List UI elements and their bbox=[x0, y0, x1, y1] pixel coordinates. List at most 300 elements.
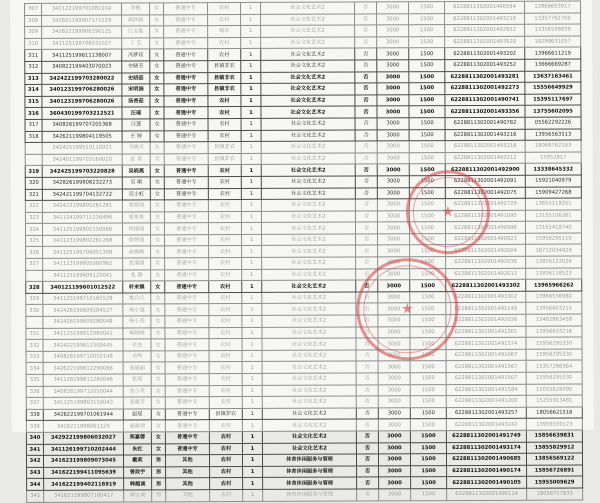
subsidy-amount-cell: 1500 bbox=[410, 291, 446, 303]
grade-count-cell: 1 bbox=[241, 199, 261, 211]
tuition-amount-cell: 3000 bbox=[377, 71, 409, 83]
school-type-cell: 普通中专 bbox=[165, 235, 209, 247]
tuition-amount-cell: 3000 bbox=[377, 83, 409, 95]
row-number-cell: 319 bbox=[25, 166, 42, 178]
school-type-cell: 普通中专 bbox=[164, 37, 208, 49]
poverty-flag-cell: 否 bbox=[356, 361, 378, 373]
id-number-cell: 341126199710202444 bbox=[43, 444, 123, 456]
school-type-cell: 其他 bbox=[166, 466, 210, 478]
major-name-cell: 社会文化艺术2 bbox=[261, 2, 355, 14]
row-number-cell: 332 bbox=[26, 340, 43, 352]
grade-count-cell: 1 bbox=[241, 60, 261, 72]
tuition-amount-cell: 3000 bbox=[378, 315, 410, 327]
id-number-cell: 342922199806032027 bbox=[43, 432, 123, 444]
gender-cell: 女 bbox=[150, 119, 164, 131]
id-number-cell: 341125199611138007 bbox=[42, 49, 122, 61]
residence-type-cell: 县镇非农 bbox=[208, 153, 241, 165]
bank-account-cell: 6228811302001493202 bbox=[445, 48, 525, 60]
id-number-cell: 342421199704132722 bbox=[42, 189, 122, 201]
seal-star-icon: ★ bbox=[401, 301, 414, 318]
school-type-cell: 普通中专 bbox=[164, 49, 208, 61]
tuition-amount-cell: 3000 bbox=[379, 489, 411, 501]
id-number-cell: 342601199907171529 bbox=[42, 15, 122, 27]
phone-number-cell: 13666669287 bbox=[525, 59, 581, 71]
subsidy-amount-cell: 1500 bbox=[410, 349, 446, 361]
poverty-flag-cell: 否 bbox=[355, 2, 377, 14]
tuition-amount-cell: 3000 bbox=[377, 2, 409, 14]
bank-account-cell: 6228811302001491507 bbox=[446, 372, 526, 384]
subsidy-amount-cell: 1500 bbox=[409, 60, 445, 72]
poverty-flag-cell: 否 bbox=[355, 129, 377, 141]
grade-count-cell: 1 bbox=[242, 455, 262, 467]
id-number-cell: 340822199403070023 bbox=[42, 61, 122, 73]
subsidy-amount-cell: 1500 bbox=[409, 71, 445, 83]
residence-type-cell: 农村 bbox=[209, 362, 242, 374]
student-name-cell: 徐丽丽 bbox=[122, 223, 150, 235]
student-name-cell: 汪宝惠 bbox=[122, 26, 150, 38]
bank-account-cell: 6228811302001493212 bbox=[445, 152, 525, 164]
school-type-cell: 普通中专 bbox=[164, 107, 208, 119]
id-number-cell: 340826199712050044 bbox=[43, 386, 123, 398]
bank-account-cell: 6228811302001491095 bbox=[445, 210, 525, 222]
subsidy-amount-cell: 1500 bbox=[410, 396, 446, 408]
school-type-cell: 普通中专 bbox=[164, 3, 208, 15]
phone-number-cell: 13755602095 bbox=[525, 105, 581, 117]
bank-account-cell: 6228811302001493920 bbox=[445, 36, 525, 48]
major-name-cell: 社会文化艺术2 bbox=[261, 60, 355, 72]
poverty-flag-cell: 否 bbox=[356, 327, 378, 339]
poverty-flag-cell: 否 bbox=[356, 303, 378, 315]
poverty-flag-cell: 否 bbox=[356, 384, 378, 396]
phone-number-cell: 13956603216 bbox=[526, 326, 582, 338]
phone-number-cell: 13956603215 bbox=[526, 302, 582, 314]
subsidy-amount-cell: 1500 bbox=[410, 373, 446, 385]
phone-number-cell: 15395117697 bbox=[525, 94, 581, 106]
poverty-flag-cell: 否 bbox=[355, 153, 377, 165]
id-number-cell: 340826199707205368 bbox=[42, 119, 122, 131]
tuition-amount-cell: 3000 bbox=[378, 303, 410, 315]
student-name-cell: 杨小英 bbox=[123, 316, 151, 328]
student-name-cell: 张丽丽 bbox=[123, 258, 151, 270]
major-name-cell: 体育休闲服务与管理 bbox=[263, 477, 357, 489]
row-number-cell: 308 bbox=[25, 15, 42, 27]
residence-type-cell: 农村 bbox=[208, 37, 241, 49]
gender-cell: 女 bbox=[150, 188, 164, 200]
residence-type-cell: 县镇非农 bbox=[209, 408, 242, 420]
school-type-cell: 普通中专 bbox=[165, 281, 209, 293]
residence-type-cell: 农村 bbox=[208, 165, 241, 177]
bank-account-cell: 6228811302001492900 bbox=[445, 164, 525, 176]
poverty-flag-cell: 否 bbox=[355, 71, 377, 83]
residence-type-cell: 农村 bbox=[210, 489, 243, 501]
poverty-flag-cell: 否 bbox=[356, 292, 378, 304]
student-name-cell: 夏星星 bbox=[122, 212, 150, 224]
subsidy-amount-cell: 1500 bbox=[409, 210, 445, 222]
gender-cell: 女 bbox=[151, 246, 165, 258]
subsidy-amount-cell: 1500 bbox=[409, 199, 445, 211]
phone-number-cell: 15955009629 bbox=[527, 476, 583, 488]
grade-count-cell: 1 bbox=[242, 292, 262, 304]
phone-number-cell: 15855829912 bbox=[526, 442, 582, 454]
grade-count-cell: 1 bbox=[241, 188, 261, 200]
grade-count-cell: 1 bbox=[241, 84, 261, 96]
row-number-cell: 344 bbox=[27, 479, 44, 491]
row-number-cell: 327 bbox=[26, 258, 43, 270]
subsidy-amount-cell: 1500 bbox=[410, 407, 446, 419]
subsidy-amount-cell: 1500 bbox=[410, 268, 446, 280]
bank-account-cell: 6228811302001493281 bbox=[445, 71, 525, 83]
grade-count-cell: 1 bbox=[243, 489, 263, 501]
tuition-amount-cell: 3000 bbox=[378, 442, 410, 454]
tuition-amount-cell: 3000 bbox=[377, 164, 409, 176]
poverty-flag-cell: 否 bbox=[355, 164, 377, 176]
tuition-amount-cell: 3000 bbox=[378, 326, 410, 338]
school-type-cell: 普通中专 bbox=[165, 374, 209, 386]
tuition-amount-cell: 3000 bbox=[377, 141, 409, 153]
gender-cell: 女 bbox=[151, 316, 165, 328]
student-name-cell: 史晓芳 bbox=[122, 61, 150, 73]
tuition-amount-cell: 3000 bbox=[378, 454, 410, 466]
phone-number-cell: 13966556980 bbox=[526, 291, 582, 303]
grade-count-cell: 1 bbox=[242, 373, 262, 385]
school-type-cell: 普通中专 bbox=[165, 385, 209, 397]
bank-account-cell: 6228811302001492652 bbox=[445, 24, 525, 36]
major-name-cell: 社会文化艺术2 bbox=[262, 338, 356, 350]
gender-cell: 男 bbox=[152, 490, 166, 502]
tuition-amount-cell: 3000 bbox=[378, 280, 410, 292]
school-type-cell: 普通中专 bbox=[165, 432, 209, 444]
tuition-amount-cell: 3000 bbox=[378, 268, 410, 280]
poverty-flag-cell: 否 bbox=[355, 83, 377, 95]
subsidy-amount-cell: 1500 bbox=[411, 465, 447, 477]
gender-cell: 女 bbox=[150, 107, 164, 119]
bank-account-cell: 6228811302001492729 bbox=[445, 198, 525, 210]
major-name-cell: 社会文化艺术2 bbox=[262, 257, 356, 269]
grade-count-cell: 1 bbox=[242, 269, 262, 281]
bank-account-cell: 6228811302001490594 bbox=[445, 1, 525, 13]
gender-cell: 女 bbox=[151, 327, 165, 339]
id-number-cell: 341125199901150066 bbox=[42, 223, 122, 235]
subsidy-amount-cell: 1500 bbox=[409, 164, 445, 176]
school-type-cell: 普通中专 bbox=[165, 420, 209, 432]
row-number-cell: 335 bbox=[26, 374, 43, 386]
tuition-amount-cell: 3000 bbox=[377, 48, 409, 60]
tuition-amount-cell: 3000 bbox=[377, 95, 409, 107]
id-number-cell: 340826199710050148 bbox=[43, 351, 123, 363]
residence-type-cell: 农村 bbox=[209, 281, 242, 293]
row-number-cell: 316 bbox=[25, 108, 42, 120]
row-number-cell: 317 bbox=[25, 119, 42, 131]
gender-cell: 女 bbox=[151, 351, 165, 363]
tuition-amount-cell: 3000 bbox=[378, 373, 410, 385]
gender-cell: 女 bbox=[150, 72, 164, 84]
student-name-cell: 吴晓燕 bbox=[122, 165, 150, 177]
student-name-cell: 赵瑶 bbox=[123, 409, 151, 421]
grade-count-cell: 1 bbox=[241, 223, 261, 235]
school-type-cell: 其他 bbox=[166, 490, 210, 502]
grade-count-cell: 1 bbox=[241, 118, 261, 130]
subsidy-amount-cell: 1500 bbox=[409, 129, 445, 141]
bank-account-cell: 6228811302001493219 bbox=[445, 13, 525, 25]
row-number-cell: 329 bbox=[26, 293, 43, 305]
school-type-cell: 普通中专 bbox=[164, 26, 208, 38]
tuition-amount-cell: 3000 bbox=[378, 408, 410, 420]
grade-count-cell: 1 bbox=[241, 95, 261, 107]
subsidy-amount-cell: 1500 bbox=[410, 338, 446, 350]
phone-number-cell: 15921040979 bbox=[525, 175, 581, 187]
bank-account-cell: 6228811302001493302 bbox=[446, 280, 526, 292]
phone-number-cell: 13637163461 bbox=[525, 71, 581, 83]
row-number-cell: 331 bbox=[26, 328, 43, 340]
gender-cell: 女 bbox=[151, 385, 165, 397]
residence-type-cell: 农村 bbox=[208, 49, 241, 61]
student-name-cell: 俞梅梅 bbox=[123, 246, 151, 258]
residence-type-cell: 农村 bbox=[209, 431, 242, 443]
student-name-cell: 夏丽丽 bbox=[122, 200, 150, 212]
residence-type-cell: 城市 bbox=[208, 26, 241, 38]
school-type-cell: 普通中专 bbox=[165, 362, 209, 374]
id-number-cell: 342621199804119505 bbox=[42, 131, 122, 143]
school-type-cell: 普通中专 bbox=[164, 188, 208, 200]
residence-type-cell: 农村 bbox=[208, 176, 241, 188]
phone-number-cell: 13856118523 bbox=[526, 268, 582, 280]
student-name-cell: 李粮 bbox=[122, 3, 150, 15]
phone-number-cell: 13856569122 bbox=[526, 453, 582, 465]
phone-number-cell: 15255913481 bbox=[526, 395, 582, 407]
poverty-flag-cell: 否 bbox=[355, 48, 377, 60]
major-name-cell: 体育休闲服务与管理 bbox=[262, 454, 356, 466]
subsidy-amount-cell: 1500 bbox=[409, 222, 445, 234]
residence-type-cell: 农村 bbox=[208, 118, 241, 130]
poverty-flag-cell: 否 bbox=[356, 431, 378, 443]
id-number-cell: 341125199706051308 bbox=[43, 246, 123, 258]
phone-number-cell: 13155106261 bbox=[525, 210, 581, 222]
grade-count-cell: 1 bbox=[241, 130, 261, 142]
phone-number-cell: 13966693917 bbox=[525, 1, 581, 13]
poverty-flag-cell: 否 bbox=[355, 25, 377, 37]
tuition-amount-cell: 3000 bbox=[377, 199, 409, 211]
subsidy-amount-cell: 1500 bbox=[410, 442, 446, 454]
bank-account-cell: 6228811302001490174 bbox=[447, 465, 527, 477]
gender-cell: 女 bbox=[150, 3, 164, 15]
subsidy-amount-cell: 1500 bbox=[409, 187, 445, 199]
subsidy-amount-cell: 1500 bbox=[409, 176, 445, 188]
phone-number-cell: 13956563513 bbox=[525, 129, 581, 141]
subsidy-amount-cell: 1500 bbox=[410, 419, 446, 431]
row-number-cell: 323 bbox=[25, 212, 42, 224]
residence-type-cell: 农村 bbox=[209, 455, 242, 467]
gender-cell: 女 bbox=[150, 142, 164, 154]
gender-cell: 女 bbox=[150, 200, 164, 212]
school-type-cell: 普通中专 bbox=[165, 258, 209, 270]
subsidy-amount-cell: 1500 bbox=[410, 431, 446, 443]
subsidy-amount-cell: 1500 bbox=[410, 361, 446, 373]
poverty-flag-cell: 否 bbox=[355, 141, 377, 153]
bank-account-cell: 6228811302001493242 bbox=[446, 419, 526, 431]
residence-type-cell: 农村 bbox=[209, 443, 242, 455]
student-name-cell: 王 婷 bbox=[122, 130, 150, 142]
bank-account-cell: 6228811302001491067 bbox=[446, 349, 526, 361]
residence-type-cell: 农村 bbox=[209, 269, 242, 281]
school-type-cell: 普通中专 bbox=[164, 95, 208, 107]
row-number-cell: 337 bbox=[26, 398, 43, 410]
residence-type-cell: 农村 bbox=[208, 107, 241, 119]
subsidy-amount-cell: 1500 bbox=[410, 326, 446, 338]
row-number-cell: 333 bbox=[26, 351, 43, 363]
school-type-cell: 其他 bbox=[165, 455, 209, 467]
residence-type-cell: 农村 bbox=[209, 339, 242, 351]
tuition-amount-cell: 3000 bbox=[377, 106, 409, 118]
student-name-cell: 郭欣骑 bbox=[122, 14, 150, 26]
major-name-cell: 社会文化艺术2 bbox=[262, 327, 356, 339]
residence-type-cell: 农村 bbox=[208, 223, 241, 235]
grade-count-cell: 1 bbox=[241, 72, 261, 84]
student-subsidy-table bbox=[24, 1, 583, 503]
row-number-cell: 339 bbox=[26, 421, 43, 433]
subsidy-amount-cell: 1500 bbox=[409, 106, 445, 118]
student-name-cell: 宋明娟 bbox=[122, 84, 150, 96]
gender-cell: 女 bbox=[150, 61, 164, 73]
seal-star-icon: ★ bbox=[441, 204, 455, 221]
row-number-cell: 313 bbox=[25, 73, 42, 85]
major-name-cell: 社会文化艺术2 bbox=[262, 361, 356, 373]
grade-count-cell: 1 bbox=[241, 153, 261, 165]
school-type-cell: 普通中专 bbox=[165, 292, 209, 304]
grade-count-cell: 1 bbox=[242, 350, 262, 362]
phone-number-cell: 15556649929 bbox=[525, 82, 581, 94]
student-name-cell: 张丽丽 bbox=[123, 362, 151, 374]
row-number-cell: 320 bbox=[25, 177, 42, 189]
id-number-cell: 342426199609284527 bbox=[43, 304, 123, 316]
tuition-amount-cell: 3000 bbox=[377, 129, 409, 141]
gender-cell: 女 bbox=[151, 281, 165, 293]
school-type-cell: 普通中专 bbox=[164, 211, 208, 223]
residence-type-cell: 农村 bbox=[208, 14, 241, 26]
gender-cell: 男 bbox=[151, 455, 165, 467]
major-name-cell: 社会文化艺术2 bbox=[262, 315, 356, 327]
school-type-cell: 普通中专 bbox=[164, 200, 208, 212]
school-type-cell: 普通中专 bbox=[165, 339, 209, 351]
bank-account-cell: 6228811302001490782 bbox=[445, 117, 525, 129]
bank-account-cell: 6228811302001493356 bbox=[445, 106, 525, 118]
row-number-cell bbox=[25, 154, 42, 166]
grade-count-cell: 1 bbox=[243, 466, 263, 478]
scanned-page bbox=[10, 0, 594, 500]
id-number-cell: 340123199706280026 bbox=[42, 96, 122, 108]
student-name-cell: 张晓芳 bbox=[123, 397, 151, 409]
school-type-cell: 普通中专 bbox=[165, 397, 209, 409]
subsidy-amount-cell: 1500 bbox=[411, 477, 447, 489]
bank-account-cell: 6228811302001490996 bbox=[445, 222, 525, 234]
tuition-amount-cell: 3000 bbox=[377, 60, 409, 72]
row-number-cell: 340 bbox=[26, 432, 43, 444]
row-number-cell: 324 bbox=[25, 224, 42, 236]
student-name-cell: 杨晓晓 bbox=[123, 328, 151, 340]
major-name-cell: 社会文化艺术2 bbox=[261, 95, 355, 107]
phone-number-cell: 13357762700 bbox=[525, 13, 581, 25]
row-number-cell: 328 bbox=[26, 282, 43, 294]
major-name-cell: 社会文化艺术2 bbox=[262, 280, 356, 292]
id-number-cell: 341621199806112X bbox=[43, 420, 123, 432]
major-name-cell: 社会文化艺术2 bbox=[261, 199, 355, 211]
major-name-cell: 社会文化艺术2 bbox=[261, 211, 355, 223]
school-type-cell: 普通中专 bbox=[165, 327, 209, 339]
bank-account-cell: 6228811302001491200 bbox=[446, 395, 526, 407]
gender-cell: 女 bbox=[151, 269, 165, 281]
residence-type-cell: 农村 bbox=[208, 95, 241, 107]
student-name-cell: 赵晓倩 bbox=[123, 420, 151, 432]
grade-count-cell: 1 bbox=[242, 304, 262, 316]
school-type-cell: 普通中专 bbox=[165, 350, 209, 362]
student-name-cell: 杨小建 bbox=[123, 304, 151, 316]
gender-cell: 女 bbox=[151, 409, 165, 421]
row-number-cell: 325 bbox=[26, 235, 43, 247]
student-name-cell: 轩来镇 bbox=[123, 281, 151, 293]
bank-account-cell: 6228811302001493174 bbox=[446, 442, 526, 454]
phone-number-cell: 13165418740 bbox=[525, 221, 581, 233]
student-name-cell: 张小英 bbox=[123, 385, 151, 397]
id-number-cell: 341622199411095639 bbox=[44, 467, 124, 479]
major-name-cell: 社会文化艺术2 bbox=[261, 153, 355, 165]
tuition-amount-cell: 3000 bbox=[378, 350, 410, 362]
residence-type-cell: 农村 bbox=[209, 234, 242, 246]
school-type-cell: 普通中专 bbox=[164, 223, 208, 235]
tuition-amount-cell: 3000 bbox=[378, 257, 410, 269]
school-type-cell: 普通中专 bbox=[164, 61, 208, 73]
student-name-cell: 曾政宇 bbox=[124, 467, 152, 479]
row-number-cell: 341 bbox=[26, 444, 43, 456]
phone-number-cell: 18056621516 bbox=[526, 407, 582, 419]
gender-cell: 女 bbox=[151, 339, 165, 351]
row-number-cell bbox=[26, 270, 43, 282]
bank-account-cell: 6228811302001491567 bbox=[446, 361, 526, 373]
major-name-cell: 社会文化艺术2 bbox=[261, 72, 355, 84]
id-number-cell: 342425199703220828 bbox=[42, 165, 122, 177]
major-name-cell: 社会文化艺术2 bbox=[262, 396, 356, 408]
poverty-flag-cell: 否 bbox=[356, 350, 378, 362]
student-name-cell: 韩越诚 bbox=[124, 478, 152, 490]
tuition-amount-cell: 3000 bbox=[377, 25, 409, 37]
id-number-cell: 341123199605060962 bbox=[43, 258, 123, 270]
grade-count-cell: 1 bbox=[241, 165, 261, 177]
major-name-cell: 社会文化艺术2 bbox=[262, 303, 356, 315]
school-type-cell: 普通中专 bbox=[164, 72, 208, 84]
gender-cell: 女 bbox=[151, 443, 165, 455]
student-name-cell: 丁 艺 bbox=[122, 38, 150, 50]
gender-cell: 女 bbox=[151, 304, 165, 316]
bank-account-cell: 6228811302001490105 bbox=[447, 477, 527, 489]
bank-account-cell: 6228811302001490923 bbox=[446, 233, 526, 245]
school-type-cell: 普通中专 bbox=[164, 165, 208, 177]
student-name-cell: 张瑶 bbox=[123, 374, 151, 386]
residence-type-cell: 农村 bbox=[209, 397, 242, 409]
row-number-cell: 314 bbox=[25, 85, 42, 97]
poverty-flag-cell: 否 bbox=[356, 280, 378, 292]
id-number-cell: 341125199609120041 bbox=[43, 270, 123, 282]
poverty-flag-cell: 否 bbox=[355, 199, 377, 211]
id-number-cell: 342401199703160020 bbox=[42, 154, 122, 166]
major-name-cell: 体育休闲服务与管理 bbox=[263, 466, 357, 478]
poverty-flag-cell: 否 bbox=[356, 454, 378, 466]
major-name-cell: 社会文化艺术2 bbox=[261, 14, 355, 26]
id-number-cell: 342622199906190125 bbox=[42, 26, 122, 38]
id-number-cell: 340123199706280026 bbox=[42, 84, 122, 96]
poverty-flag-cell: 否 bbox=[356, 338, 378, 350]
residence-type-cell: 县镇非农 bbox=[208, 142, 241, 154]
gender-cell: 女 bbox=[151, 235, 165, 247]
student-name-cell: 汪莲 bbox=[122, 119, 150, 131]
id-number-cell: 341126199611280046 bbox=[43, 374, 123, 386]
